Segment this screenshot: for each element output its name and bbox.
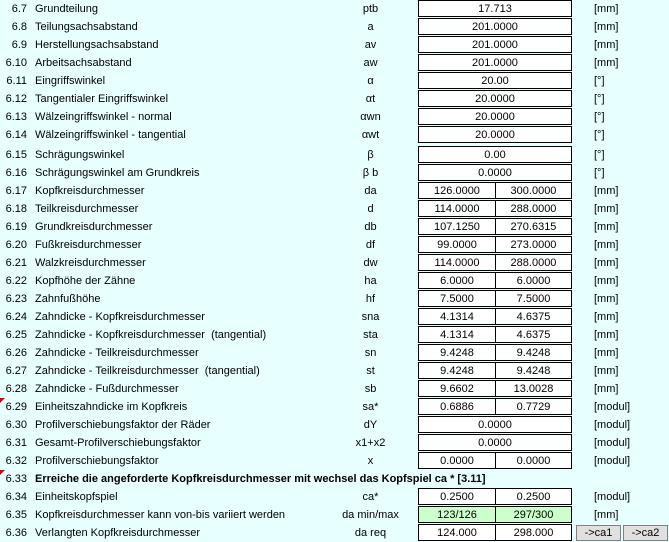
row-6-22 (0, 272, 669, 290)
row-6-25 (0, 326, 669, 344)
value-cell-gear1[interactable]: 6.0000 (418, 272, 496, 289)
value-cell-gear2[interactable]: 0.0000 (495, 452, 572, 469)
row-unit: [mm] (594, 239, 619, 251)
row-6-7 (0, 0, 669, 18)
row-symbol: β (367, 149, 374, 161)
row-number: 6.33 (5, 473, 27, 485)
value-cell-gear2[interactable]: 300.0000 (495, 182, 572, 199)
value-cell-gear2[interactable]: 13.0028 (495, 380, 572, 397)
value-cell-gear2[interactable]: 9.4248 (495, 344, 572, 361)
row-number: 6.29 (5, 401, 27, 413)
row-6-27 (0, 362, 669, 380)
value-cell-gear2[interactable]: 4.6375 (495, 308, 572, 325)
apply-ca1-button[interactable]: ->ca1 (576, 525, 621, 541)
row-symbol: ha (364, 275, 377, 287)
value-cell-gear1[interactable]: 9.6602 (418, 380, 496, 397)
row-unit: [°] (594, 75, 605, 87)
row-6-24 (0, 308, 669, 326)
row-label: Einheitskopfspiel (35, 491, 118, 503)
row-unit: [°] (594, 93, 605, 105)
row-symbol: dY (363, 419, 378, 431)
row-6-23 (0, 290, 669, 308)
value-cell[interactable]: 20.0000 (418, 108, 572, 125)
row-number: 6.24 (5, 311, 27, 323)
row-unit: [mm] (594, 347, 619, 359)
value-cell[interactable]: 0.00 (418, 146, 572, 163)
row-symbol: st (366, 365, 375, 377)
row-symbol: da min/max (342, 509, 399, 521)
row-unit: [modul] (594, 419, 631, 431)
row-number: 6.28 (5, 383, 27, 395)
row-label: Profilverschiebungsfaktor (35, 455, 159, 467)
row-symbol: da req (354, 527, 387, 539)
row-label: Walzkreisdurchmesser (35, 257, 146, 269)
input-cell-gear2[interactable]: 298.000 (495, 524, 572, 541)
row-6-28 (0, 380, 669, 398)
row-symbol: x (367, 455, 374, 467)
row-label: Wälzeingriffswinkel - tangential (35, 129, 186, 141)
row-symbol: sn (364, 347, 377, 359)
row-6-16 (0, 164, 669, 182)
row-unit: [°] (594, 111, 605, 123)
row-label: Schrägungswinkel am Grundkreis (35, 167, 200, 179)
row-number: 6.20 (5, 239, 27, 251)
row-label: Zahndicke - Fußdurchmesser (35, 383, 179, 395)
value-cell[interactable]: 20.0000 (418, 126, 572, 143)
row-unit: [mm] (594, 39, 619, 51)
range-cell-gear1[interactable]: 123/126 (418, 506, 496, 523)
row-6-34 (0, 488, 669, 506)
row-symbol: sta (363, 329, 378, 341)
row-unit: [mm] (594, 275, 619, 287)
row-number: 6.32 (5, 455, 27, 467)
value-cell-gear1[interactable]: 0.0000 (418, 452, 496, 469)
value-cell-gear1[interactable]: 0.6886 (418, 398, 496, 415)
row-unit: [mm] (594, 203, 619, 215)
row-symbol: αt (365, 93, 376, 105)
value-cell-gear2[interactable]: 273.0000 (495, 236, 572, 253)
row-unit: [mm] (594, 365, 619, 377)
row-unit: [°] (594, 149, 605, 161)
input-cell-gear1[interactable]: 124.000 (418, 524, 496, 541)
row-label: Kopfkreisdurchmesser kann von-bis variiert werden (35, 509, 286, 521)
row-symbol: αwt (361, 129, 380, 141)
value-cell-gear1[interactable]: 4.1314 (418, 308, 496, 325)
row-label: Zahndicke - Teilkreisdurchmesser (35, 347, 199, 359)
value-cell-gear1[interactable]: 9.4248 (418, 362, 496, 379)
row-number: 6.13 (5, 111, 27, 123)
row-6-20 (0, 236, 669, 254)
row-unit: [mm] (594, 257, 619, 269)
row-symbol: ca* (362, 491, 379, 503)
value-cell[interactable]: 201.0000 (418, 36, 572, 53)
row-6-35 (0, 506, 669, 524)
row-label: Verlangten Kopfkreisdurchmesser (35, 527, 201, 539)
value-cell[interactable]: 201.0000 (418, 18, 572, 35)
row-6-9 (0, 36, 669, 54)
row-symbol: aw (363, 57, 378, 69)
row-unit: [mm] (594, 293, 619, 305)
value-cell-gear2[interactable]: 4.6375 (495, 326, 572, 343)
row-unit: [mm] (594, 185, 619, 197)
row-unit: [modul] (594, 491, 631, 503)
apply-ca2-button[interactable]: ->ca2 (623, 525, 668, 541)
row-6-11 (0, 72, 669, 90)
row-label: Wälzeingriffswinkel - normal (35, 111, 172, 123)
value-cell[interactable]: 17.713 (418, 0, 572, 17)
row-number: 6.26 (5, 347, 27, 359)
value-cell[interactable]: 0.0000 (418, 434, 572, 451)
row-6-15 (0, 146, 669, 164)
range-cell-gear2[interactable]: 297/300 (495, 506, 572, 523)
row-symbol: dw (363, 257, 378, 269)
value-cell-gear1[interactable]: 114.0000 (418, 254, 496, 271)
value-cell-gear2[interactable]: 288.0000 (495, 200, 572, 217)
value-cell-gear1[interactable]: 114.0000 (418, 200, 496, 217)
row-symbol: av (364, 39, 377, 51)
row-symbol: sna (361, 311, 380, 323)
value-cell[interactable]: 0.0000 (418, 164, 572, 181)
row-number: 6.19 (5, 221, 27, 233)
row-number: 6.25 (5, 329, 27, 341)
row-number: 6.16 (5, 167, 27, 179)
row-symbol: d (367, 203, 374, 215)
value-cell-gear1[interactable]: 9.4248 (418, 344, 496, 361)
row-6-17 (0, 182, 669, 200)
value-cell-gear2[interactable]: 0.7729 (495, 398, 572, 415)
row-symbol: sb (364, 383, 377, 395)
row-label: Zahndicke - Kopfkreisdurchmesser (tangential) (35, 329, 267, 341)
row-6-33 (0, 470, 669, 488)
row-unit: [mm] (594, 21, 619, 33)
row-label: Gesamt-Profilverschiebungsfaktor (35, 437, 201, 449)
value-cell[interactable]: 20.00 (418, 72, 572, 89)
section-heading: Erreiche die angeforderte Kopfkreisdurchmesser mit wechsel das Kopfspiel ca * [3.11] (35, 473, 486, 485)
row-label: Arbeitsachsabstand (35, 57, 132, 69)
row-symbol: da (364, 185, 377, 197)
row-number: 6.15 (5, 149, 27, 161)
row-label: Zahnfußhöhe (35, 293, 101, 305)
row-symbol: α (367, 75, 374, 87)
row-label: Einheitszahndicke im Kopfkreis (35, 401, 188, 413)
value-cell[interactable]: 0.0000 (418, 416, 572, 433)
row-number: 6.7 (11, 3, 27, 15)
value-cell-gear1[interactable]: 126.0000 (418, 182, 496, 199)
value-cell-gear1[interactable]: 99.0000 (418, 236, 496, 253)
row-number: 6.21 (5, 257, 27, 269)
row-number: 6.36 (5, 527, 27, 539)
row-label: Tangentialer Eingriffswinkel (35, 93, 169, 105)
row-6-10 (0, 54, 669, 72)
row-6-8 (0, 18, 669, 36)
value-cell[interactable]: 20.0000 (418, 90, 572, 107)
row-number: 6.23 (5, 293, 27, 305)
value-cell-gear2[interactable]: 270.6315 (495, 218, 572, 235)
row-unit: [modul] (594, 455, 631, 467)
row-symbol: a (367, 21, 374, 33)
row-number: 6.8 (11, 21, 27, 33)
row-label: Kopfkreisdurchmesser (35, 185, 145, 197)
row-label: Teilkreisdurchmesser (35, 203, 139, 215)
row-unit: [modul] (594, 437, 631, 449)
row-label: Grundkreisdurchmesser (35, 221, 153, 233)
row-symbol: hf (365, 293, 376, 305)
row-number: 6.18 (5, 203, 27, 215)
value-cell-gear2[interactable]: 6.0000 (495, 272, 572, 289)
row-unit: [mm] (594, 329, 619, 341)
row-number: 6.9 (11, 39, 27, 51)
row-6-31 (0, 434, 669, 452)
row-6-36 (0, 524, 669, 542)
row-label: Schrägungswinkel (35, 149, 125, 161)
row-6-32 (0, 452, 669, 470)
value-cell-gear1[interactable]: 0.2500 (418, 488, 496, 505)
row-6-30 (0, 416, 669, 434)
row-symbol: sa* (362, 401, 379, 413)
row-number: 6.14 (5, 129, 27, 141)
row-symbol: x1+x2 (355, 437, 386, 449)
row-number: 6.27 (5, 365, 27, 377)
row-6-13 (0, 108, 669, 126)
row-unit: [mm] (594, 57, 619, 69)
value-cell-gear1[interactable]: 4.1314 (418, 326, 496, 343)
row-symbol: df (365, 239, 376, 251)
value-cell[interactable]: 201.0000 (418, 54, 572, 71)
row-number: 6.22 (5, 275, 27, 287)
row-unit: [mm] (594, 509, 619, 521)
row-6-12 (0, 90, 669, 108)
row-label: Profilverschiebungsfaktor der Räder (35, 419, 211, 431)
value-cell-gear2[interactable]: 0.2500 (495, 488, 572, 505)
row-number: 6.11 (6, 75, 27, 87)
row-number: 6.31 (5, 437, 27, 449)
row-symbol: β b (362, 167, 379, 179)
value-cell-gear2[interactable]: 7.5000 (495, 290, 572, 307)
row-label: Herstellungsachsabstand (35, 39, 159, 51)
row-6-14 (0, 126, 669, 144)
row-unit: [modul] (594, 401, 631, 413)
row-number: 6.30 (5, 419, 27, 431)
row-label: Zahndicke - Kopfkreisdurchmesser (35, 311, 205, 323)
row-6-29 (0, 398, 669, 416)
row-label: Zahndicke - Teilkreisdurchmesser (tangential) (35, 365, 260, 377)
row-number: 6.12 (5, 93, 27, 105)
row-unit: [°] (594, 129, 605, 141)
row-6-18 (0, 200, 669, 218)
value-cell-gear1[interactable]: 7.5000 (418, 290, 496, 307)
row-6-26 (0, 344, 669, 362)
row-unit: [°] (594, 167, 605, 179)
value-cell-gear2[interactable]: 9.4248 (495, 362, 572, 379)
value-cell-gear2[interactable]: 288.0000 (495, 254, 572, 271)
row-number: 6.34 (5, 491, 27, 503)
row-label: Fußkreisdurchmesser (35, 239, 142, 251)
row-unit: [mm] (594, 311, 619, 323)
row-number: 6.10 (5, 57, 27, 69)
row-number: 6.17 (5, 185, 27, 197)
row-label: Teilungsachsabstand (35, 21, 138, 33)
row-unit: [mm] (594, 383, 619, 395)
value-cell-gear1[interactable]: 107.1250 (418, 218, 496, 235)
row-symbol: αwn (360, 111, 381, 123)
row-symbol: db (364, 221, 377, 233)
row-6-19 (0, 218, 669, 236)
row-unit: [mm] (594, 3, 619, 15)
row-number: 6.35 (5, 509, 27, 521)
row-symbol: ptb (362, 3, 379, 15)
row-label: Kopfhöhe der Zähne (35, 275, 136, 287)
row-label: Grundteilung (35, 3, 98, 15)
row-label: Eingriffswinkel (35, 75, 106, 87)
row-6-21 (0, 254, 669, 272)
row-unit: [mm] (594, 221, 619, 233)
